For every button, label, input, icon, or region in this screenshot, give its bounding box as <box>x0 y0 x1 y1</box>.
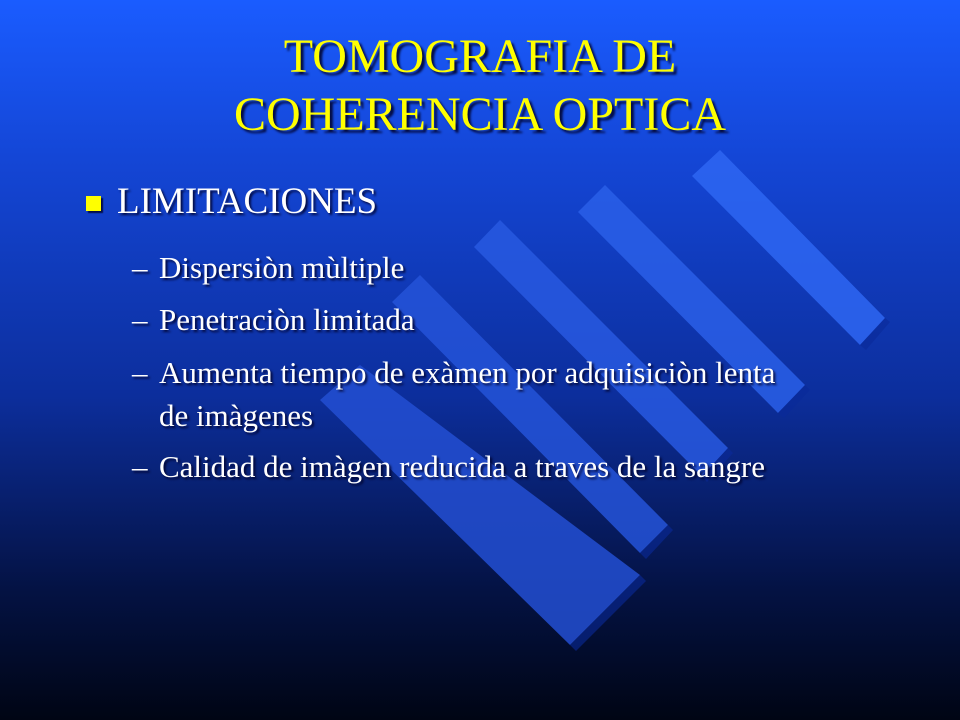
square-bullet-icon <box>86 196 101 211</box>
sub-item <box>132 445 812 488</box>
bullet-text: LIMITACIONES <box>117 181 378 222</box>
dash-marker: – <box>132 449 148 484</box>
sub-item <box>132 351 812 437</box>
slide-title <box>90 28 870 144</box>
dash-marker: – <box>132 302 148 337</box>
sub-item <box>132 246 812 289</box>
sub-item-text: Penetraciòn limitada <box>159 302 415 337</box>
sub-item <box>132 298 812 341</box>
dash-marker: – <box>132 250 148 285</box>
sub-item-text: Dispersiòn mùltiple <box>159 250 405 285</box>
bullet-item-limitaciones <box>86 180 377 224</box>
sub-item-text: Aumenta tiempo de exàmen por adquisiciòn lenta de imàgenes <box>159 355 776 433</box>
title-line-1: TOMOGRAFIA DE <box>283 30 677 83</box>
title-line-2: COHERENCIA OPTICA <box>233 88 727 141</box>
sub-item-text: Calidad de imàgen reducida a traves de la sangre <box>159 449 765 484</box>
dash-marker: – <box>132 355 148 390</box>
